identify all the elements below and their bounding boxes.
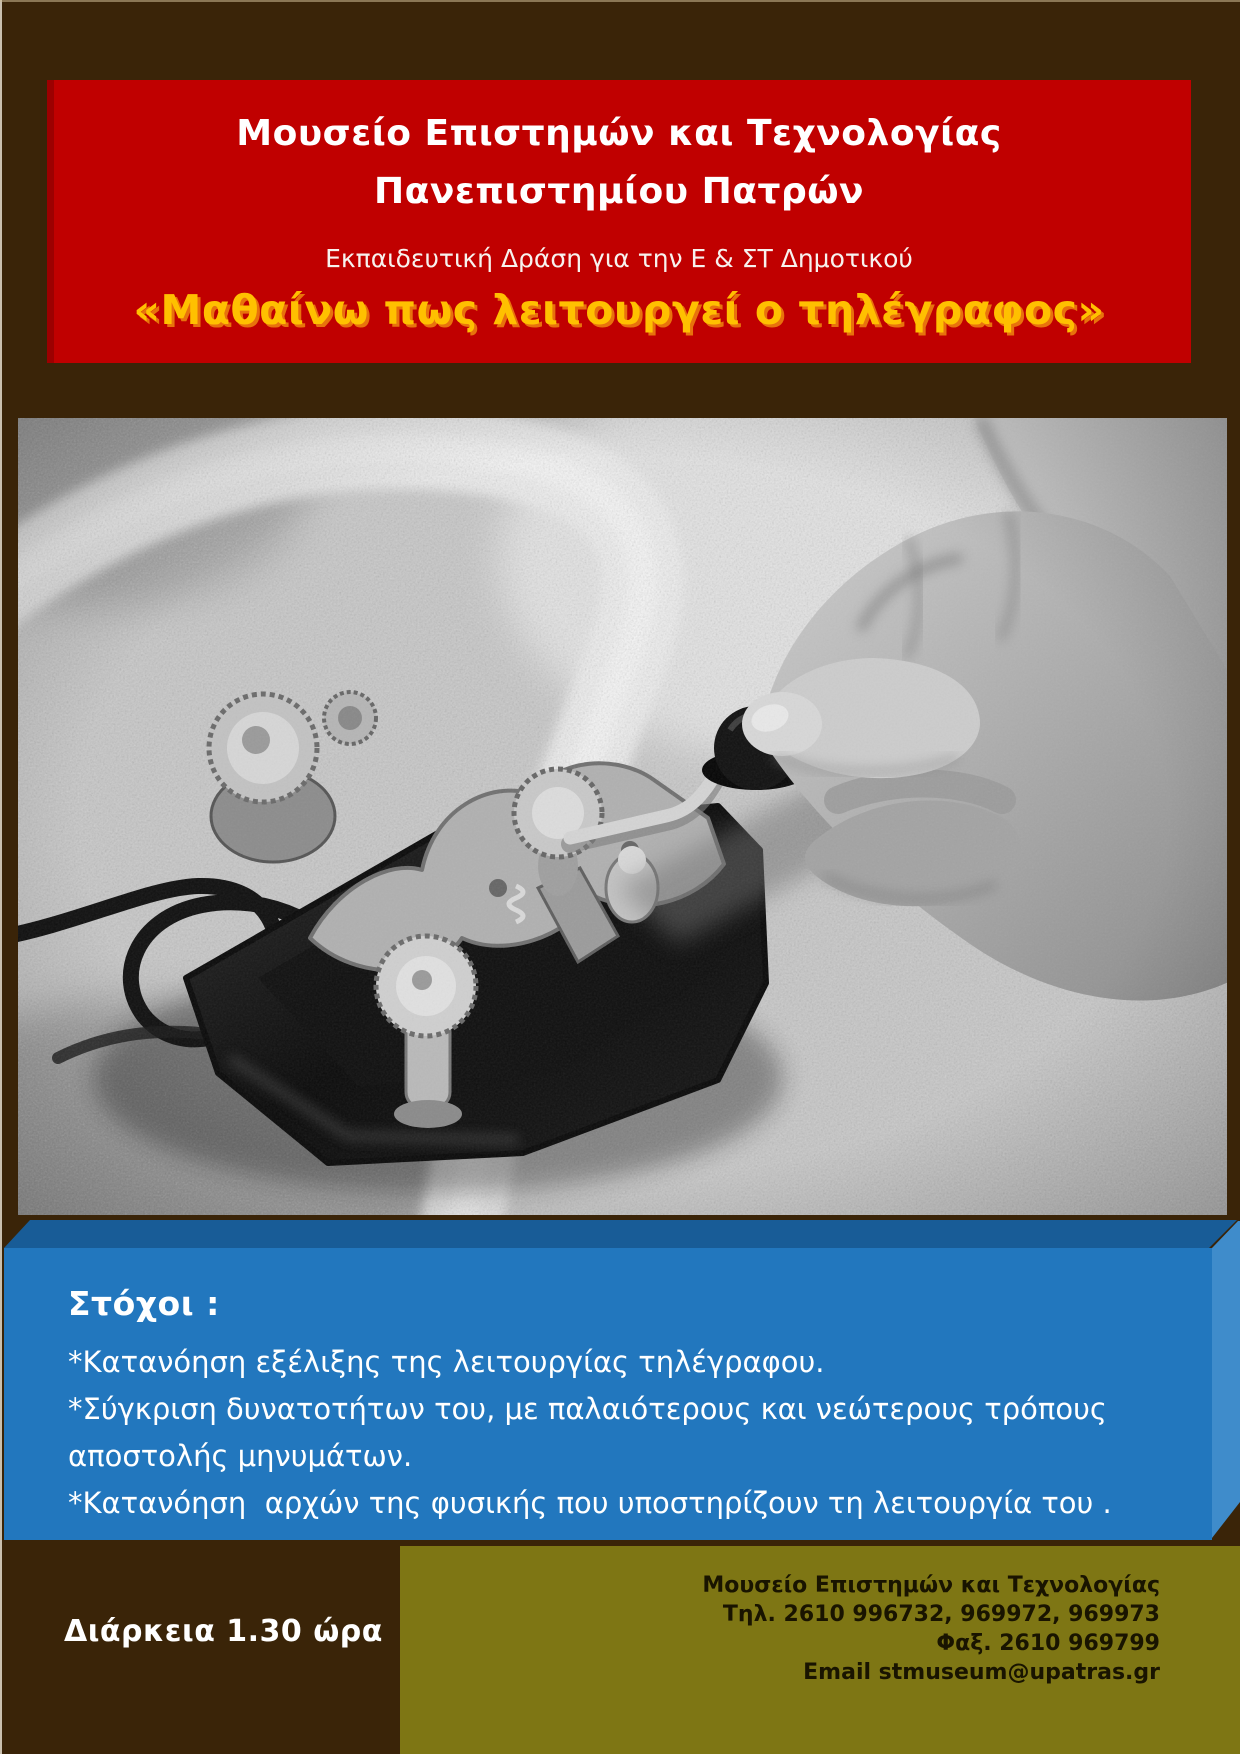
goals-box-top-face	[4, 1220, 1237, 1248]
top-edge-line	[0, 0, 1240, 2]
goal-item-1: *Κατανόηση εξέλιξης της λειτουργίας τηλέγραφου.	[68, 1345, 825, 1379]
left-edge-line	[0, 0, 2, 1754]
activity-title: «Μαθαίνω πως λειτουργεί ο τηλέγραφος»	[133, 286, 1105, 334]
goals-box	[4, 1248, 1212, 1540]
goals-box-side-face	[1212, 1221, 1240, 1538]
contact-phone: Τηλ. 2610 996732, 969972, 969973	[722, 1602, 1160, 1627]
goals-heading: Στόχοι :	[68, 1284, 220, 1323]
contact-email: Email stmuseum@upatras.gr	[803, 1660, 1160, 1685]
goal-item-3: *Κατανόηση αρχών της φυσικής που υποστηρίζουν τη λειτουργία του .	[68, 1486, 1112, 1520]
duration-label: Διάρκεια 1.30 ώρα	[64, 1614, 383, 1649]
telegraph-photo	[18, 418, 1227, 1215]
contact-fax: Φαξ. 2610 969799	[936, 1631, 1160, 1656]
contact-block	[400, 1546, 1240, 1687]
activity-subtitle: Εκπαιδευτική Δράση για την Ε & ΣΤ Δημοτικού	[325, 244, 913, 273]
contact-museum-name: Μουσείο Επιστημών και Τεχνολογίας	[702, 1573, 1160, 1598]
header-banner	[47, 80, 1191, 363]
goals-content	[4, 1248, 1212, 1527]
museum-name-line2: Πανεπιστημίου Πατρών	[373, 171, 865, 212]
contact-box	[400, 1546, 1240, 1754]
museum-name-line1: Μουσείο Επιστημών και Τεχνολογίας	[236, 113, 1002, 154]
goal-item-2: *Σύγκριση δυνατοτήτων του, με παλαιότερους και νεώτερους τρόπους αποστολής μηνυμάτων.	[68, 1392, 1117, 1473]
